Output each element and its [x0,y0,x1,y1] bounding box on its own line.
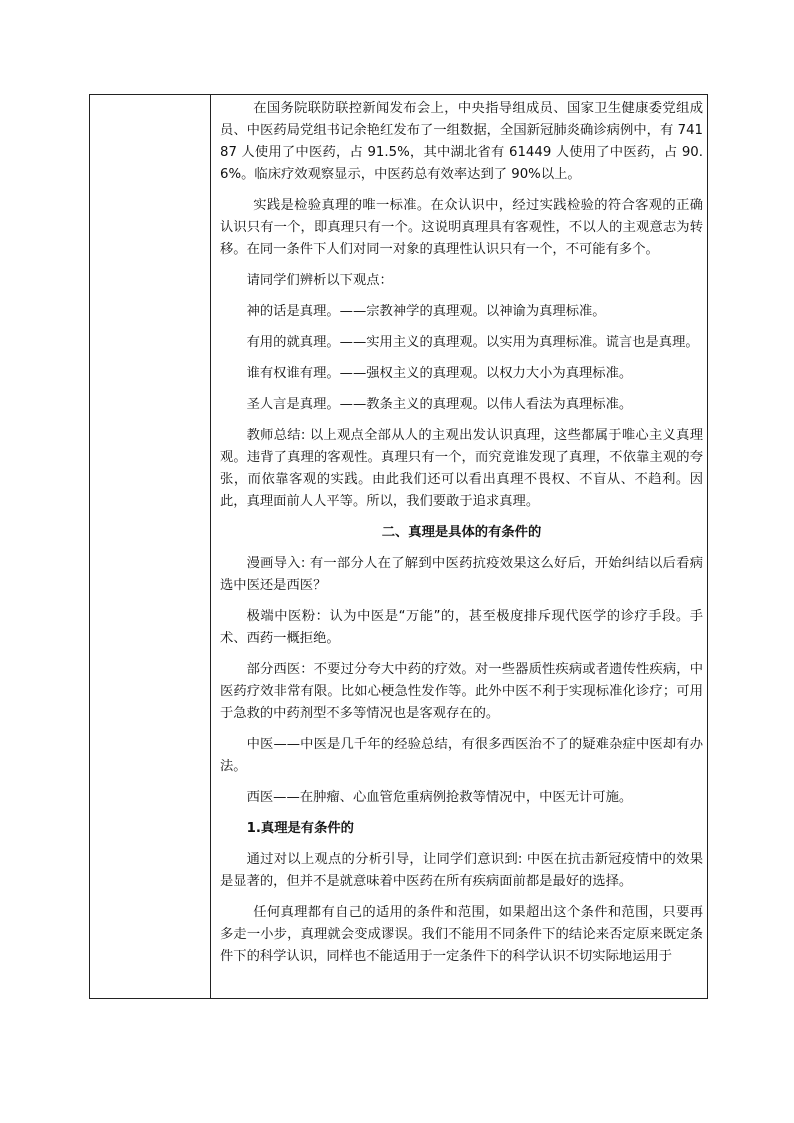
content-cell [211,95,707,998]
section-heading: 二、真理是具体的有条件的 [381,525,542,540]
paragraph-truth-scope: 任何真理都有自己的适用的条件和范围，如果超出这个条件和范围，只要再多走一小步，真理就会变成谬误。我们不能用不同条件下的结论来否定原来既定条件下的科学认识，同样也不能适用于一定条件下的科学认识不切实际地运用于 [220,905,703,964]
paragraph-view-pragmatism: 有用的就真理。——实用主义的真理观。以实用为真理标准。谎言也是真理。 [246,335,699,350]
paragraph-practice-standard: 实践是检验真理的唯一标准。在众认识中，经过实践检验的符合客观的正确认识只有一个，即真理只有一个。这说明真理具有客观性，不以人的主观意志为转移。在同一条件下人们对同一对象的真理性认识只有一个，不可能有多个。 [220,198,703,257]
paragraph-comic-intro: 漫画导入: 有一部分人在了解到中医药抗疫效果这么好后，开始纠结以后看病选中医还是西医？ [220,556,703,593]
paragraph-view-dogmatism: 圣人言是真理。——教条主义的真理观。以伟人看法为真理标准。 [246,397,633,412]
paragraph-extreme-tcm-fans: 极端中医粉：认为中医是“万能”的，甚至极度排斥现代医学的诊疗手段。手术、西药一概拒绝。 [220,609,703,646]
paragraph-view-power: 谁有权谁有理。——强权主义的真理观。以权力大小为真理标准。 [246,366,633,381]
left-column-cell [90,95,211,998]
paragraph-some-western-doctors: 部分西医：不要过分夸大中药的疗效。对一些器质性疾病或者遗传性疾病，中医药疗效非常有限。比如心梗急性发作等。此外中医不利于实现标准化诊疗；可用于急救的中药剂型不多等情况也是客观存在的。 [220,662,703,721]
paragraph-tcm: 中医——中医是几千年的经验总结，有很多西医治不了的疑难杂症中医却有办法。 [220,737,703,774]
paragraph-view-theology: 神的话是真理。——宗教神学的真理观。以神谕为真理标准。 [246,304,606,319]
paragraph-teacher-summary: 教师总结: 以上观点全部从人的主观出发认识真理，这些都属于唯心主义真理观。违背了真理的客观性。真理只有一个，而究竟谁发现了真理，不依靠主观的夸张，而依靠客观的实践。由此我们还可以看出真理不畏权、不盲从、不趋利。因此，真理面前人人平等。所以，我们要敢于追求真理。 [220,428,703,509]
paragraph-western-medicine: 西医——在肿瘤、心血管危重病例抢救等情况中，中医无计可施。 [246,790,633,805]
paragraph-statistics: 在国务院联防联控新闻发布会上，中央指导组成员、国家卫生健康委党组成员、中医药局党组书记余艳红发布了一组数据，全国新冠肺炎确诊病例中，有 74187 人使用了中医药，占 91.5%，其中湖北省有 61449 人使用了中医药，占 90.6%。临床疗效观察显示，中医药总有效率达到了 90%以上。 [220,101,703,182]
paragraph-discussion-prompt: 请同学们辨析以下观点： [246,273,393,288]
document-table [89,94,708,999]
subheading-truth-conditional: 1.真理是有条件的 [246,821,354,836]
paragraph-analysis-guidance: 通过对以上观点的分析引导，让同学们意识到: 中医在抗击新冠疫情中的效果是显著的，但并不是就意味着中医药在所有疾病面前都是最好的选择。 [220,852,703,889]
